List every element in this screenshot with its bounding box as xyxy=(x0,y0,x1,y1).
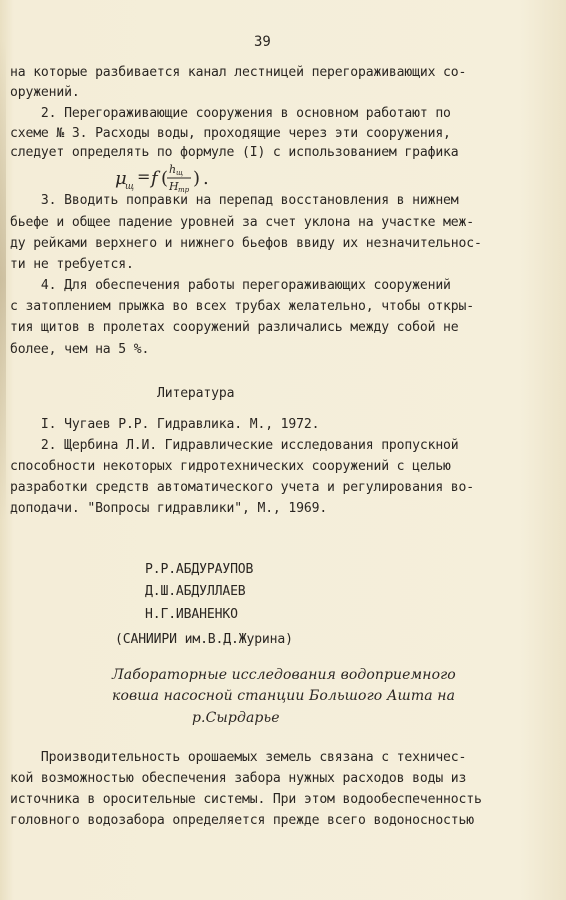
svg-text:щ: щ xyxy=(176,169,184,177)
text-line: 2. Перегораживающие сооружения в основном работают по xyxy=(10,106,451,121)
page-number: 39 xyxy=(254,34,271,50)
text-line: тия щитов в пролетах сооружений различались между собой не xyxy=(10,320,459,335)
text-line: следует определять по формуле (I) с использованием графика xyxy=(10,145,459,160)
text-line: бьефе и общее падение уровней за счет уклона на участке меж- xyxy=(10,215,474,230)
reference-item: доподачи. "Вопросы гидравлики", М., 1969. xyxy=(10,501,328,516)
svg-text:щ: щ xyxy=(125,182,135,192)
text-line: с затоплением прыжка во всех трубах желательно, чтобы откры- xyxy=(10,299,474,314)
article-title: ковша насосной станции Большого Ашта на xyxy=(112,688,456,704)
text-line: на которые разбивается канал лестницей перегораживающих со- xyxy=(10,65,467,80)
reference-item: разработки средств автоматического учета и регулирования во- xyxy=(10,480,474,495)
body-line: Производительность орошаемых земель связана с техничес- xyxy=(10,750,467,765)
author-name: Д.Ш.АБДУЛЛАЕВ xyxy=(145,584,246,599)
reference-item: I. Чугаев Р.Р. Гидравлика. М., 1972. xyxy=(10,417,320,432)
article-title: р.Сырдарье xyxy=(192,710,280,726)
text-line: более, чем на 5 %. xyxy=(10,342,150,357)
reference-item: способности некоторых гидротехнических сооружений с целью xyxy=(10,459,451,474)
binding-shadow xyxy=(0,40,6,520)
body-line: кой возможностью обеспечения забора нужных расходов воды из xyxy=(10,771,467,786)
text-line: 3. Вводить поправки на перепад восстановления в нижнем xyxy=(10,193,459,208)
affiliation: (САНИИРИ им.В.Д.Журина) xyxy=(115,632,293,647)
svg-text:h: h xyxy=(169,163,177,176)
section-heading: Литература xyxy=(157,386,235,401)
svg-text:.: . xyxy=(203,168,209,189)
text-line: схеме № 3. Расходы воды, проходящие через эти сооружения, xyxy=(10,126,451,141)
formula-mu xyxy=(113,160,223,196)
text-line: ти не требуется. xyxy=(10,257,134,272)
author-name: Н.Г.ИВАНЕНКО xyxy=(145,607,238,622)
body-line: источника в оросительные системы. При этом водообеспеченность xyxy=(10,792,482,807)
svg-text:(: ( xyxy=(161,168,169,189)
text-line: ду рейками верхнего и нижнего бьефов ввиду их незначительнос- xyxy=(10,236,482,251)
svg-text:H: H xyxy=(169,180,179,193)
svg-text:f: f xyxy=(151,168,158,189)
reference-item: 2. Щербина Л.И. Гидравлические исследования пропускной xyxy=(10,438,459,453)
body-line: головного водозабора определяется прежде всего водоносностью xyxy=(10,813,474,828)
svg-text:=: = xyxy=(137,167,151,186)
svg-text:μ: μ xyxy=(115,168,127,189)
svg-text:тр: тр xyxy=(178,186,190,194)
article-title: Лабораторные исследования водоприемного xyxy=(112,667,456,683)
svg-text:): ) xyxy=(193,168,201,189)
text-line: оружений. xyxy=(10,85,80,100)
text-line: 4. Для обеспечения работы перегораживающих сооружений xyxy=(10,278,451,293)
formula-graphic xyxy=(113,160,223,196)
author-name: Р.Р.АБДУРАУПОВ xyxy=(145,562,254,577)
